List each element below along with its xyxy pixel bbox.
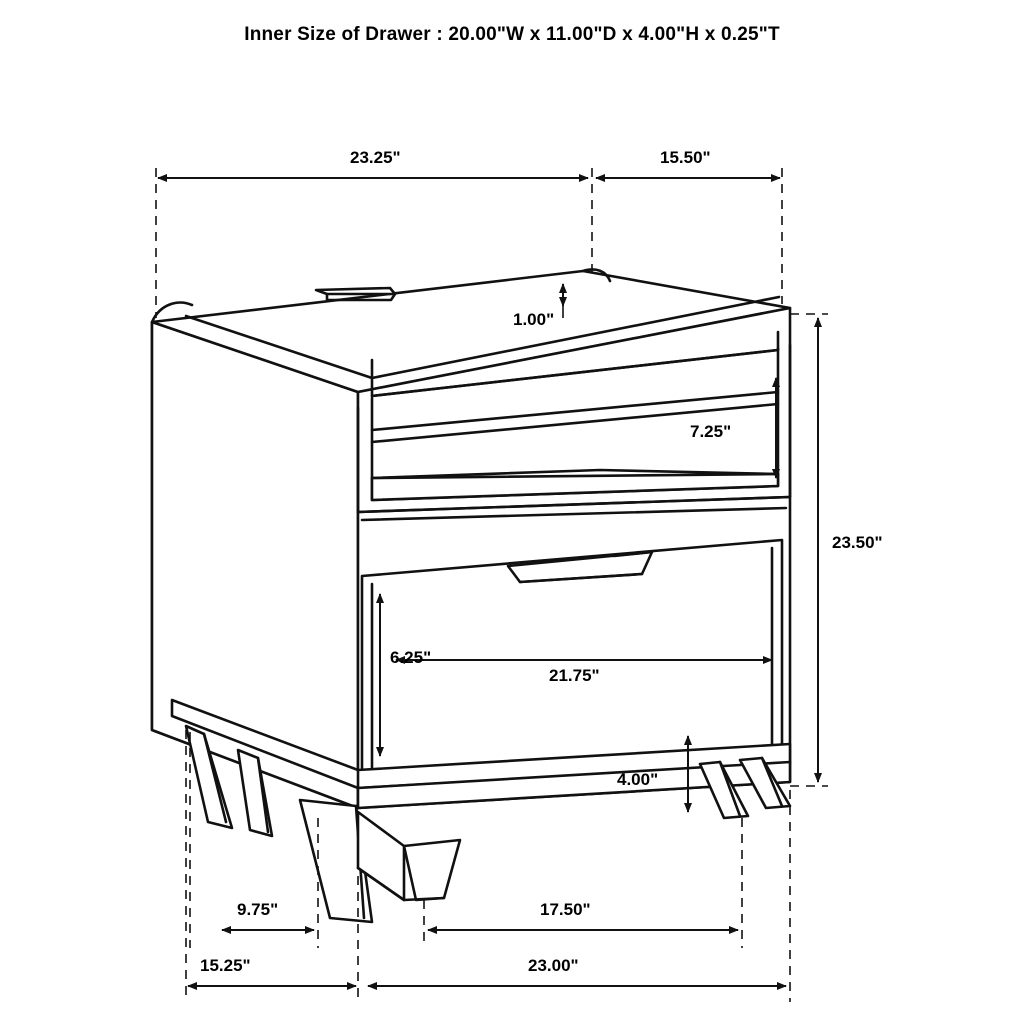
dimension-label-leg-span-front: 17.50" [540, 900, 591, 919]
nightstand-body [152, 269, 790, 922]
dimension-label-base-depth: 15.25" [200, 956, 251, 975]
dimension-label-leg-span-side: 9.75" [237, 900, 279, 919]
dimension-label-drawer-face-height: 6.25" [390, 648, 432, 667]
dimension-label-drawer-face-width: 21.75" [549, 666, 600, 685]
dimension-label-base-width: 23.00" [528, 956, 579, 975]
page-title: Inner Size of Drawer : 20.00"W x 11.00"D x 4.00"H x 0.25"T [244, 24, 780, 45]
dimension-label-leg-height: 4.00" [617, 770, 659, 789]
dimension-label-top-lip-height: 1.00" [513, 310, 555, 329]
dimension-label-open-shelf-height: 7.25" [690, 422, 732, 441]
dimension-label-total-height: 23.50" [832, 533, 883, 552]
dimension-label-top-width-side: 15.50" [660, 148, 711, 167]
dimension-label-top-width-front: 23.25" [350, 148, 401, 167]
